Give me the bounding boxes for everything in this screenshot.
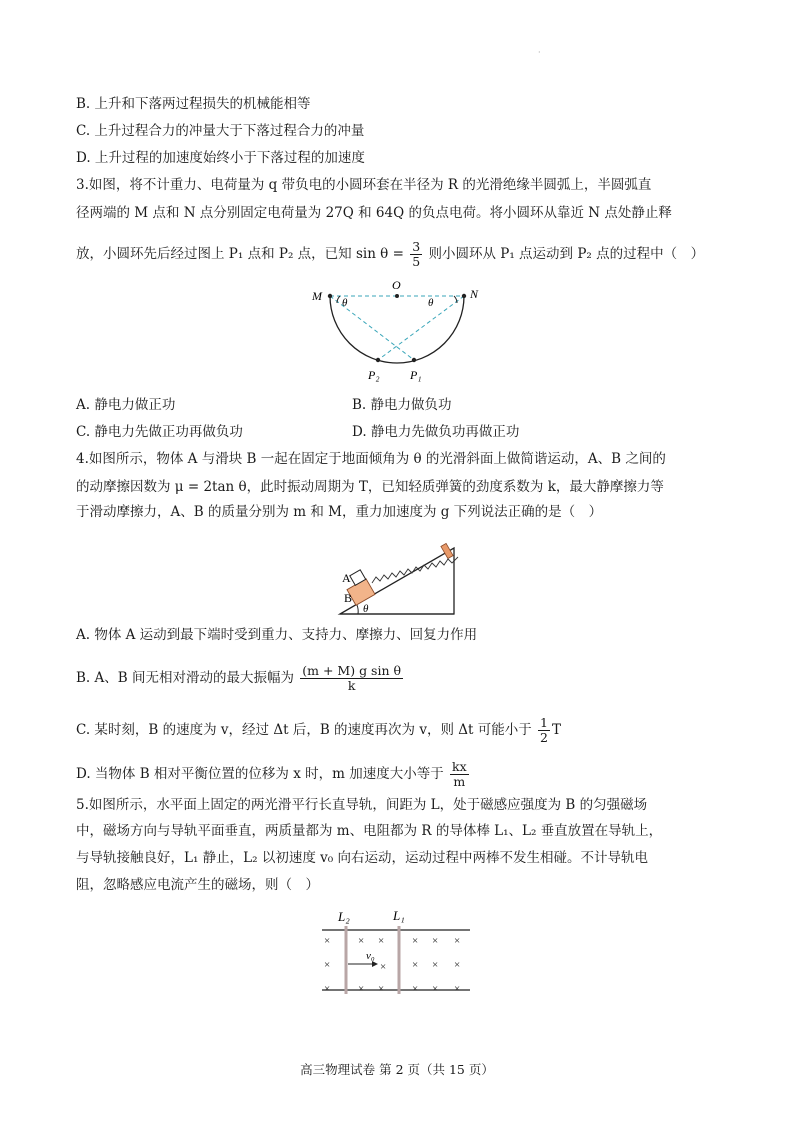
label-theta-n: θ <box>428 297 434 309</box>
label-o: O <box>392 278 401 292</box>
cross: × <box>432 935 439 947</box>
q2-option-b: B. 上升和下落两过程损失的机械能相等 <box>76 96 311 112</box>
q2-option-d: D. 上升过程的加速度始终小于下落过程的加速度 <box>76 150 365 166</box>
half-fraction <box>538 716 550 745</box>
q4-stem-line2: 的动摩擦因数为 μ = 2tan θ，此时振动周期为 T，已知轻质弹簧的劲度系数为 k，最大静摩擦力等 <box>76 479 664 495</box>
point-n <box>462 294 466 298</box>
q4-option-c-tail: T <box>551 722 561 738</box>
page-footer: 高三物理试卷 第 2 页（共 15 页） <box>300 1062 494 1077</box>
cross: × <box>358 983 365 995</box>
q3-stem-line3a: 放，小圆环先后经过图上 P₁ 点和 P₂ 点，已知 sin θ = <box>76 246 404 262</box>
point-p1 <box>412 358 416 362</box>
cross: × <box>454 959 461 971</box>
point-m <box>328 294 332 298</box>
q4-option-c <box>76 716 726 745</box>
label-theta: θ <box>363 603 369 615</box>
cross: × <box>412 935 419 947</box>
cross: × <box>432 959 439 971</box>
label-theta-m: θ <box>342 297 348 309</box>
q4-option-b-text: B. A、B 间无相对滑动的最大振幅为 <box>76 670 294 686</box>
q3-option-a: A. 静电力做正功 <box>76 397 176 413</box>
q5-stem-line4: 阻，忽略感应电流产生的磁场，则（ ） <box>76 877 319 893</box>
label-v0: v₀ <box>366 950 375 962</box>
cross: × <box>380 961 387 973</box>
label-m: M <box>312 289 322 303</box>
semicircle-arc <box>330 296 464 363</box>
q4-option-b <box>76 664 726 693</box>
q5-stem-line3: 与导轨接触良好，L₁ 静止，L₂ 以初速度 v₀ 向右运动，运动过程中两棒不发生相碰。不计导轨电 <box>76 850 648 866</box>
cross: × <box>324 935 331 947</box>
q3-stem-line3b: 则小圆环从 P₁ 点运动到 P₂ 点的过程中（ ） <box>428 246 705 262</box>
label-l1: L₁ <box>393 908 405 923</box>
q4-stem-line3: 于滑动摩擦力，A、B 的质量分别为 m 和 M，重力加速度为 g 下列说法正确的是（ ） <box>76 504 603 520</box>
q3-stem-line3 <box>76 240 726 269</box>
accel-fraction <box>450 760 469 789</box>
q3-option-b: B. 静电力做负功 <box>352 397 452 413</box>
q4-option-a: A. 物体 A 运动到最下端时受到重力、支持力、摩擦力、回复力作用 <box>76 627 478 643</box>
page-mark: · <box>538 48 541 57</box>
q4-option-d <box>76 760 726 789</box>
q5-stem-line1: 5.如图所示，水平面上固定的两光滑平行长直导轨，间距为 L，处于磁感应强度为 B 的匀强磁场 <box>76 797 648 813</box>
q5-stem-line2: 中，磁场方向与导轨平面垂直，两质量都为 m、电阻都为 R 的导体棒 L₁、L₂ 垂直放置在导轨上， <box>76 823 663 839</box>
fraction-numerator: 3 <box>412 239 421 254</box>
cross: × <box>378 983 385 995</box>
fraction-numerator: 1 <box>540 715 548 730</box>
point-o <box>395 294 399 298</box>
label-p1: P₁ <box>410 368 422 382</box>
q3-semicircle-figure <box>310 278 480 388</box>
field-crosses <box>324 935 460 995</box>
q4-option-d-text: D. 当物体 B 相对平衡位置的位移为 x 时，m 加速度大小等于 <box>76 766 444 782</box>
q2-option-c: C. 上升过程合力的冲量大于下落过程合力的冲量 <box>76 123 365 139</box>
fraction-numerator: kx <box>452 759 467 774</box>
q3-stem-line2: 径两端的 M 点和 N 点分别固定电荷量为 27Q 和 64Q 的负点电荷。将小圆环从靠近 N 点处静止释 <box>76 205 672 221</box>
fraction-denominator: k <box>347 678 356 693</box>
wall-block <box>441 543 453 558</box>
q3-option-d: D. 静电力先做负功再做正功 <box>352 424 520 440</box>
q3-option-c: C. 静电力先做正功再做负功 <box>76 424 243 440</box>
point-p2 <box>376 358 380 362</box>
angle-arc <box>357 605 358 614</box>
q5-rails-figure <box>318 904 478 1000</box>
fraction-denominator: m <box>453 774 466 789</box>
cross: × <box>412 959 419 971</box>
cross: × <box>358 935 365 947</box>
label-n: N <box>470 287 479 301</box>
q4-incline-figure <box>330 538 460 618</box>
sin-fraction <box>410 240 422 269</box>
label-l2: L₂ <box>338 909 350 924</box>
fraction-denominator: 2 <box>540 730 548 745</box>
line-n-p2 <box>378 296 464 360</box>
amplitude-fraction <box>300 664 403 693</box>
label-p2: P₂ <box>368 368 380 382</box>
cross: × <box>324 983 331 995</box>
q4-option-c-text: C. 某时刻，B 的速度为 v，经过 Δt 后，B 的速度再次为 v，则 Δt 可能小于 <box>76 722 532 738</box>
cross: × <box>412 983 419 995</box>
fraction-denominator: 5 <box>412 254 421 269</box>
q3-stem-line1: 3.如图，将不计重力、电荷量为 q 带负电的小圆环套在半径为 R 的光滑绝缘半圆弧上，半圆弧直 <box>76 177 652 193</box>
cross: × <box>324 959 331 971</box>
cross: × <box>454 983 461 995</box>
label-b: B <box>344 591 353 605</box>
fraction-numerator: (m + M) g sin θ <box>302 663 402 678</box>
label-a: A <box>342 571 351 585</box>
cross: × <box>432 983 439 995</box>
cross: × <box>454 935 461 947</box>
q4-stem-line1: 4.如图所示，物体 A 与滑块 B 一起在固定于地面倾角为 θ 的光滑斜面上做简谐运动，A、B 之间的 <box>76 451 666 467</box>
cross: × <box>378 935 385 947</box>
